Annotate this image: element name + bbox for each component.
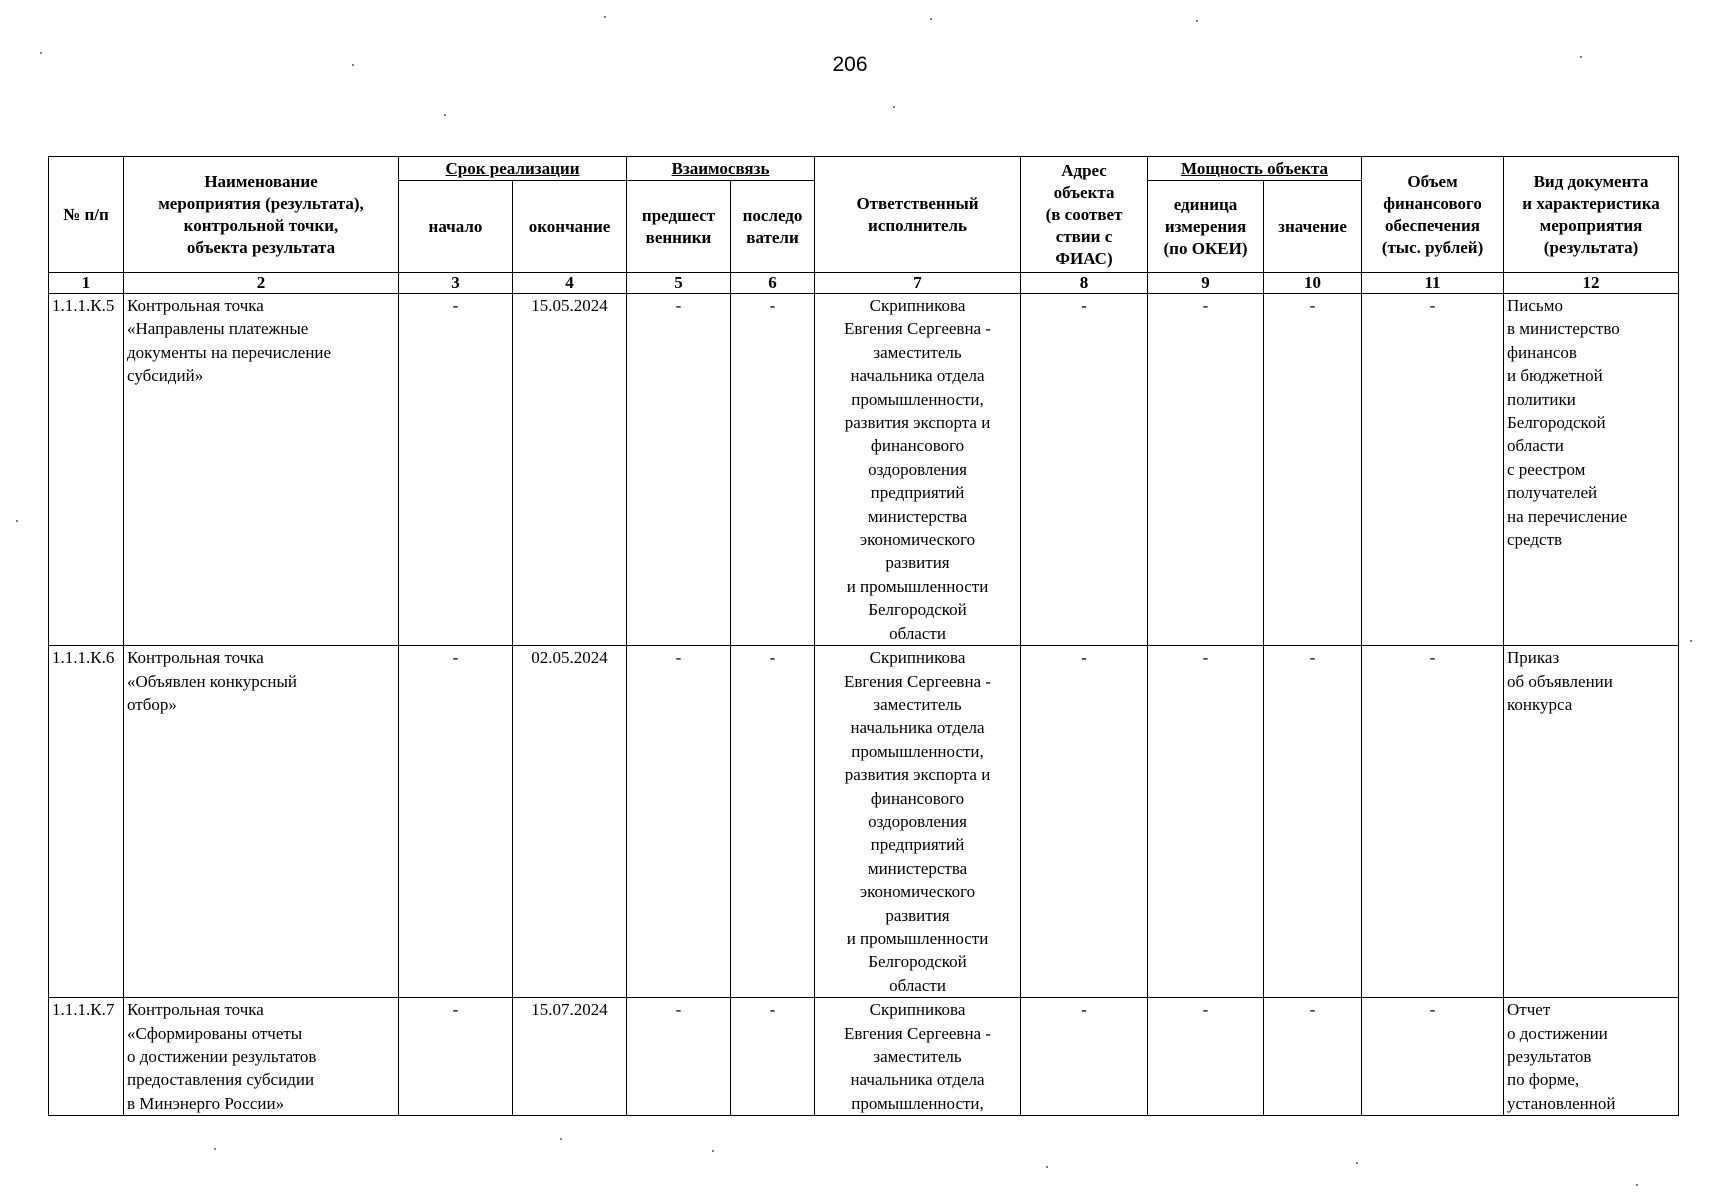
scan-speck [560, 1138, 562, 1140]
header-start: начало [399, 181, 513, 273]
column-number: 7 [815, 273, 1021, 294]
header-term-group: Срок реализации [399, 157, 627, 181]
row-address: - [1021, 646, 1148, 998]
row-successors: - [731, 998, 815, 1116]
column-number: 5 [627, 273, 731, 294]
header-capacity-group: Мощность объекта [1148, 157, 1362, 181]
row-finance: - [1362, 294, 1504, 646]
row-end: 15.05.2024 [513, 294, 627, 646]
scan-speck [214, 1148, 216, 1150]
scan-speck [1196, 20, 1198, 22]
row-address: - [1021, 294, 1148, 646]
row-executor: Скрипникова Евгения Сергеевна - заместитель начальника отдела промышленности, развития экспорта и финансового оздоровления предприятий министерства экономического развития и промышленности Белгородской области [815, 294, 1021, 646]
scan-speck [16, 520, 18, 522]
row-unit: - [1148, 294, 1264, 646]
row-predecessors: - [627, 646, 731, 998]
row-start: - [399, 998, 513, 1116]
row-value: - [1264, 998, 1362, 1116]
column-number: 6 [731, 273, 815, 294]
scan-speck [1356, 1162, 1358, 1164]
row-code: 1.1.1.К.6 [49, 646, 124, 998]
header-successors: последо ватели [731, 181, 815, 273]
row-unit: - [1148, 998, 1264, 1116]
column-number: 11 [1362, 273, 1504, 294]
column-number: 4 [513, 273, 627, 294]
column-number: 12 [1504, 273, 1679, 294]
header-address: Адрес объекта (в соответ ствии с ФИАС) [1021, 157, 1148, 273]
scan-speck [930, 18, 932, 20]
row-predecessors: - [627, 998, 731, 1116]
scan-speck [893, 106, 895, 108]
control-points-table [48, 156, 1679, 1116]
row-name: Контрольная точка «Объявлен конкурсный отбор» [124, 646, 399, 998]
header-num: № п/п [49, 157, 124, 273]
header-name: Наименование мероприятия (результата), контрольной точки, объекта результата [124, 157, 399, 273]
scan-speck [604, 16, 606, 18]
column-number: 10 [1264, 273, 1362, 294]
row-value: - [1264, 646, 1362, 998]
row-predecessors: - [627, 294, 731, 646]
row-end: 15.07.2024 [513, 998, 627, 1116]
header-finance: Объем финансового обеспечения (тыс. рублей) [1362, 157, 1504, 273]
header-doc-type: Вид документа и характеристика мероприятия (результата) [1504, 157, 1679, 273]
row-finance: - [1362, 646, 1504, 998]
row-start: - [399, 646, 513, 998]
row-code: 1.1.1.К.7 [49, 998, 124, 1116]
row-end: 02.05.2024 [513, 646, 627, 998]
scan-speck [1690, 640, 1692, 642]
scan-speck [352, 64, 354, 66]
row-code: 1.1.1.К.5 [49, 294, 124, 646]
row-name: Контрольная точка «Сформированы отчеты о достижении результатов предоставления субсидии в Минэнерго России» [124, 998, 399, 1116]
row-value: - [1264, 294, 1362, 646]
scan-speck [1046, 1166, 1048, 1168]
column-number: 3 [399, 273, 513, 294]
scan-speck [712, 1150, 714, 1152]
scan-speck [40, 52, 42, 54]
column-number: 2 [124, 273, 399, 294]
column-number: 8 [1021, 273, 1148, 294]
row-executor: Скрипникова Евгения Сергеевна - заместитель начальника отдела промышленности, [815, 998, 1021, 1116]
row-successors: - [731, 646, 815, 998]
table-row [49, 294, 1679, 646]
header-end: окончание [513, 181, 627, 273]
row-start: - [399, 294, 513, 646]
row-doc-type: Приказ об объявлении конкурса [1504, 646, 1679, 998]
header-predecessors: предшест венники [627, 181, 731, 273]
header-relation-group: Взаимосвязь [627, 157, 815, 181]
header-unit: единица измерения (по ОКЕИ) [1148, 181, 1264, 273]
row-doc-type: Отчет о достижении результатов по форме, установленной [1504, 998, 1679, 1116]
row-executor: Скрипникова Евгения Сергеевна - заместитель начальника отдела промышленности, развития экспорта и финансового оздоровления предприятий министерства экономического развития и промышленности Белгородской области [815, 646, 1021, 998]
row-unit: - [1148, 646, 1264, 998]
header-value: значение [1264, 181, 1362, 273]
page-number: 206 [832, 53, 868, 76]
scan-speck [444, 114, 446, 116]
scan-speck [1636, 1184, 1638, 1186]
row-doc-type: Письмо в министерство финансов и бюджетной политики Белгородской области с реестром получателей на перечисление средств [1504, 294, 1679, 646]
row-finance: - [1362, 998, 1504, 1116]
header-executor: Ответственный исполнитель [815, 157, 1021, 273]
row-address: - [1021, 998, 1148, 1116]
table-row [49, 646, 1679, 998]
column-number-row [49, 273, 1679, 294]
table-row [49, 998, 1679, 1116]
column-number: 1 [49, 273, 124, 294]
scan-speck [1580, 56, 1582, 58]
row-successors: - [731, 294, 815, 646]
column-number: 9 [1148, 273, 1264, 294]
row-name: Контрольная точка «Направлены платежные документы на перечисление субсидий» [124, 294, 399, 646]
